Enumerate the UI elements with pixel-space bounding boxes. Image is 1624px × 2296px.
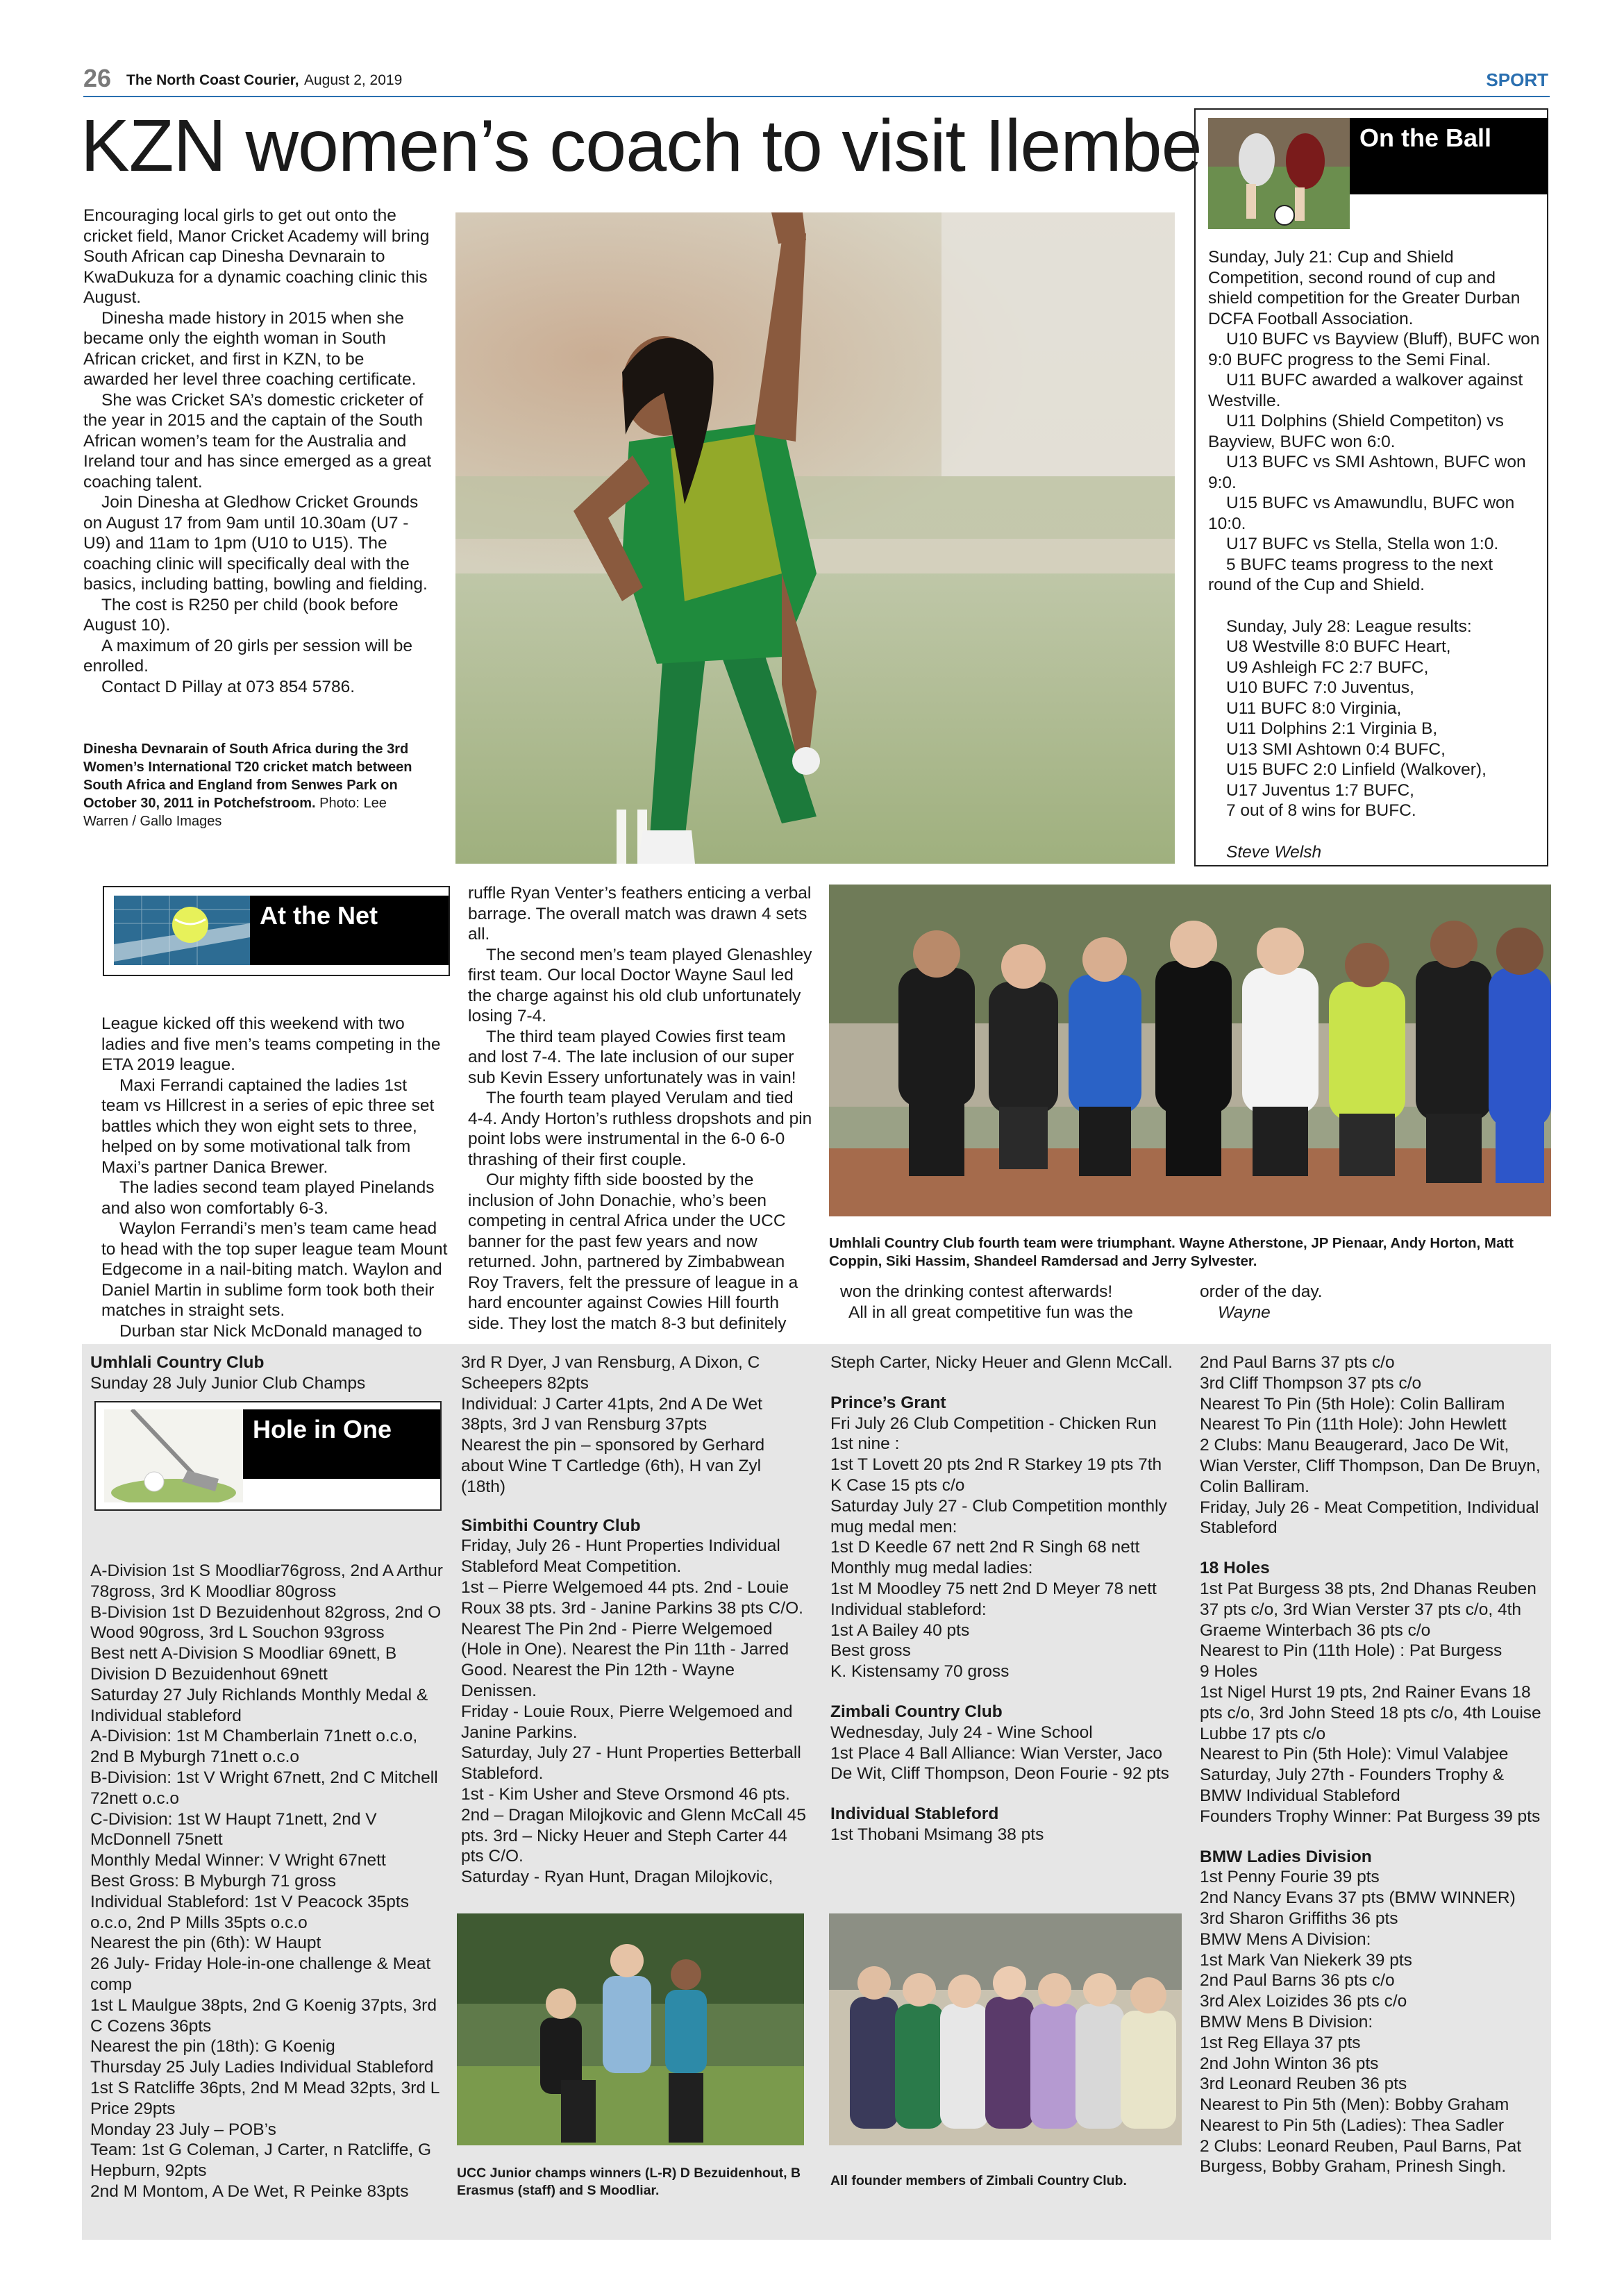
result-line: Individual: J Carter 41pts, 2nd A De Wet 38pts, 3rd J van Rensburg 37pts — [461, 1394, 762, 1434]
spacer — [830, 1373, 1178, 1393]
result-line: Saturday - Ryan Hunt, Dragan Milojkovic, — [461, 1868, 773, 1887]
section-label: SPORT — [1486, 69, 1548, 90]
result-line: 2nd Paul Barns 36 pts c/o — [1200, 1971, 1395, 1991]
photo-credit: Photo: Lee Warren / Gallo Images — [83, 796, 387, 829]
soccer-icon — [1208, 118, 1350, 229]
at-the-net-col4: order of the day. Wayne — [1200, 1282, 1533, 1323]
result-line: 1st Place 4 Ball Alliance: Wian Verster, Jaco De Wit, Cliff Thompson, Deon Fourie - 92 pts — [830, 1743, 1169, 1784]
result-line: 1st M Moodley 75 nett 2nd D Meyer 78 nett — [830, 1579, 1157, 1598]
result-line: Friday - Louie Roux, Pierre Welgemoed and Janine Parkins. — [461, 1702, 793, 1742]
at-the-net-title: At the Net — [260, 901, 378, 930]
golf-club-icon — [104, 1409, 243, 1502]
result-line: Steph Carter, Nicky Heuer and Glenn McCall. — [830, 1353, 1173, 1372]
hole-in-one-title: Hole in One — [253, 1415, 392, 1443]
result-line: 1st D Keedle 67 nett 2nd R Singh 68 nett — [830, 1538, 1140, 1557]
result-line: 3rd Alex Loizides 36 pts c/o — [1200, 1992, 1407, 2011]
result-line: 1st L Maulgue 38pts, 2nd G Koenig 37pts, 3rd C Cozens 36pts — [90, 1995, 437, 2036]
result-line: Nearest To Pin (11th Hole): John Hewlett — [1200, 1415, 1507, 1434]
ucc-junior-champs-caption: UCC Junior champs winners (L-R) D Bezuidenhout, B Erasmus (staff) and S Moodliar. — [457, 2165, 801, 2198]
result-line: 2 Clubs: Manu Beaugerard, Jaco De Wit, Wian Verster, Cliff Thompson, Dan De Bruyn, Colin Balliram. — [1200, 1436, 1541, 1496]
spacer — [1200, 1539, 1547, 1558]
at-the-net-author: Wayne — [1218, 1302, 1271, 1322]
result-line: 2 Clubs: Leonard Reuben, Paul Barns, Pat Burgess, Bobby Graham, Prinesh Singh. — [1200, 2136, 1522, 2177]
article-paragraph: Dinesha made history in 2015 when she became only the eighth woman in South African cricket, and first in KZN, to be awarded her level three coaching certificate. — [83, 308, 417, 389]
tennis-team-illustration — [829, 885, 1551, 1216]
result-line: Best Gross: B Myburgh 71 gross — [90, 1871, 337, 1891]
zimbali-founders-photo — [829, 1913, 1182, 2145]
ucc-junior-champs-photo — [457, 1913, 804, 2145]
result-line: Monday 23 July – POB’s — [90, 2120, 276, 2139]
result-line: BMW Mens B Division: — [1200, 2012, 1373, 2031]
at-the-net-col1: League kicked off this weekend with two ladies and five men’s teams competing in the ETA 2019 league. Maxi Ferrandi captained the ladies 1st team vs Hillcrest in a series of epic three set battles which they won eight sets to three, helped on by some motivational talk from Maxi’s partner Danica Brewer. The ladies second team played Pinelands and also won comfortably 6-3. Waylon Ferrandi’s men’s team came head to head with the top super league team Mount Edgecome in a nail-biting match. Waylon and Daniel Martin in sublime form took both their matches in straight sets. Durban star Nick McDonald managed to — [101, 1014, 448, 1341]
result-line: BMW Mens A Division: — [1200, 1929, 1371, 1949]
result-line: 2nd Nancy Evans 37 pts (BMW WINNER) — [1200, 1888, 1516, 1908]
club-heading: Prince’s Grant — [830, 1393, 946, 1412]
spacer — [830, 1784, 1178, 1804]
publication-date: August 2, 2019 — [304, 72, 403, 88]
folio-rule — [83, 96, 1550, 97]
result-line: Thursday 25 July Ladies Individual Stableford — [90, 2058, 434, 2077]
result-line: 3rd Cliff Thompson 37 pts c/o — [1200, 1373, 1422, 1393]
tennis-ball-thumbnail — [114, 896, 250, 965]
cricket-bowler-photo — [455, 212, 1175, 864]
result-line: C-Division: 1st W Haupt 71nett, 2nd V McDonnell 75nett — [90, 1809, 377, 1850]
result-line: Saturday 27 July Richlands Monthly Medal & Individual stableford — [90, 1685, 428, 1725]
club-heading: Simbithi Country Club — [461, 1516, 641, 1535]
result-line: 1st Nigel Hurst 19 pts, 2nd Rainer Evans 18 pts c/o, 3rd John Steed 18 pts c/o, 4th Louise Lubbe 17 pts c/o — [1200, 1682, 1541, 1743]
golf-col3 — [830, 1352, 1178, 1845]
tennis-photo-caption: Umhlali Country Club fourth team were triumphant. Wayne Atherstone, JP Pienaar, Andy Horton, Matt Coppin, Siki Hassim, Shandeel Ramdersad and Jerry Sylvester. — [829, 1235, 1514, 1269]
article-paragraph: A maximum of 20 girls per session will be enrolled. — [83, 636, 412, 676]
golf-club-thumbnail — [104, 1409, 243, 1502]
result-line: K. Kistensamy 70 gross — [830, 1662, 1010, 1682]
at-the-net-col2: ruffle Ryan Venter’s feathers enticing a verbal barrage. The overall match was drawn 4 sets all. The second men’s team played Glenashley first team. Our local Doctor Wayne Saul led the charge against his old club unfortunately losing 7-4. The third team played Cowies first team and lost 7-4. The late inclusion of our super sub Kevin Essery unfortunately was in vain! The fourth team played Verulam and tied 4-4. Andy Horton’s ruthless dropshots and pin point lobs were instrumental in the 6-0 6-0 thrashing of their first couple. Our mighty fifth side boosted by the inclusion of John Donachie, who’s been competing in central Africa under the UCC banner for the past few years and now returned. John, partnered by Zimbabwean Roy Travers, felt the pressure of league in a hard encounter against Cowies Hill fourth side. They lost the match 8-3 but definitely — [468, 884, 812, 1333]
result-line: 1st S Ratcliffe 36pts, 2nd M Mead 32pts, 3rd L Price 29pts — [90, 2078, 440, 2118]
junior-champs-illustration — [457, 1913, 804, 2145]
club-heading: Individual Stableford — [830, 1804, 999, 1824]
result-line: 1st - Kim Usher and Steve Orsmond 46 pts. 2nd – Dragan Milojkovic and Glenn McCall 45 pts. 3rd – Nicky Heuer and Steph Carter 44 pts C/O. — [461, 1784, 807, 1866]
golf-col4 — [1200, 1352, 1547, 2177]
result-line: 3rd R Dyer, J van Rensburg, A Dixon, C Scheepers 82pts — [461, 1353, 760, 1393]
article-paragraph: Join Dinesha at Gledhow Cricket Grounds on August 17 from 9am until 10.30am (U7 - U9) and 11am to 1pm (U10 to U15). The coaching clinic will specifically deal with the basics, including batting, bowling and fielding. — [83, 493, 428, 594]
tennis-ball-icon — [114, 896, 250, 965]
zimbali-founders-caption: All founder members of Zimbali Country Club. — [830, 2173, 1127, 2188]
publication-name: The North Coast Courier, — [126, 72, 299, 88]
club-heading: Zimbali Country Club — [830, 1702, 1003, 1721]
result-line: A-Division 1st S Moodliar76gross, 2nd A Arthur 78gross, 3rd K Moodliar 80gross — [90, 1561, 443, 1601]
article-body — [83, 206, 432, 697]
result-line: 26 July- Friday Hole-in-one challenge & Meat comp — [90, 1954, 431, 1994]
result-line: Nearest to Pin 5th (Men): Bobby Graham — [1200, 2095, 1509, 2115]
result-line: 3rd Leonard Reuben 36 pts — [1200, 2075, 1407, 2094]
result-line: 1st Mark Van Niekerk 39 pts — [1200, 1950, 1412, 1970]
article-paragraph: Contact D Pillay at 073 854 5786. — [101, 677, 355, 696]
result-line: 1st Reg Ellaya 37 pts — [1200, 2033, 1361, 2052]
golf-col2 — [461, 1352, 808, 1888]
result-line: 3rd Sharon Griffiths 36 pts — [1200, 1909, 1398, 1928]
result-line: Best gross — [830, 1641, 911, 1661]
golf-col1 — [90, 1561, 443, 2202]
zimbali-founders-illustration — [829, 1913, 1182, 2145]
result-line: Nearest to Pin 5th (Ladies): Thea Sadler — [1200, 2115, 1505, 2135]
result-line: 1st – Pierre Welgemoed 44 pts. 2nd - Louie Roux 38 pts. 3rd - Janine Parkins 38 pts C/O. Nearest The Pin 2nd - Pierre Welgemoed (Hole in One). Nearest the Pin 11th - Jarred Good. Nearest the Pin 12th - Wayne Denissen. — [461, 1577, 803, 1700]
on-the-ball-title-bar — [1350, 118, 1548, 194]
result-line: B-Division: 1st V Wright 67nett, 2nd C Mitchell 72nett o.c.o — [90, 1768, 438, 1808]
club-heading: BMW Ladies Division — [1200, 1847, 1372, 1866]
soccer-players-thumbnail — [1208, 118, 1350, 229]
result-line: Fri July 26 Club Competition - Chicken Run — [830, 1414, 1157, 1433]
result-line: Monthly mug medal ladies: — [830, 1559, 1033, 1578]
result-line: Friday, July 26 - Hunt Properties Individual Stableford Meat Competition. — [461, 1536, 780, 1577]
result-line: A-Division: 1st M Chamberlain 71nett o.c.o, 2nd B Myburgh 71nett o.c.o — [90, 1727, 418, 1767]
result-line: 1st Thobani Msimang 38 pts — [830, 1825, 1044, 1844]
result-line: Nearest the pin (6th): W Haupt — [90, 1934, 321, 1953]
tennis-team-photo — [829, 885, 1551, 1216]
result-line: 1st Penny Fourie 39 pts — [1200, 1868, 1380, 1887]
result-line: Monthly Medal Winner: V Wright 67nett — [90, 1851, 386, 1870]
on-the-ball-title: On the Ball — [1359, 124, 1492, 152]
result-line: Nearest the pin (18th): G Koenig — [90, 2037, 335, 2056]
spacer — [830, 1682, 1178, 1702]
result-line: Best nett A-Division S Moodliar 69nett, B Division D Bezuidenhout 69nett — [90, 1644, 397, 1684]
result-line: B-Division 1st D Bezuidenhout 82gross, 2nd O Wood 90gross, 3rd L Souchon 93gross — [90, 1602, 442, 1643]
result-line: 2nd John Winton 36 pts — [1200, 2054, 1379, 2073]
article-photo-caption: Dinesha Devnarain of South Africa during the 3rd Women’s International T20 cricket match between South Africa and England from Senwes Park on October 30, 2011 in Potchefstroom. Photo: Lee Warren / Gallo Images — [83, 741, 412, 829]
result-line: 1st T Lovett 20 pts 2nd R Starkey 19 pts 7th K Case 15 pts c/o — [830, 1455, 1162, 1495]
result-line: Team: 1st G Coleman, J Carter, n Ratcliffe, G Hepburn, 92pts — [90, 2140, 432, 2181]
result-line: Nearest to Pin (5th Hole): Vimul Valabjee — [1200, 1745, 1509, 1764]
result-line: Individual stableford: — [830, 1600, 987, 1619]
result-line: Saturday, July 27 - Hunt Properties Betterball Stableford. — [461, 1743, 801, 1784]
on-the-ball-body: Sunday, July 21: Cup and Shield Competition, second round of cup and shield competition for the Greater Durban DCFA Football Association. U10 BUFC vs Bayview (Bluff), BUFC won 9:0 BUFC progress to the Semi Final. U11 BUFC awarded a walkover against Westville. U11 Dolphins (Shield Competiton) vs Bayview, BUFC won 6:0. U13 BUFC vs SMI Ashtown, BUFC won 9:0. U15 BUFC vs Amawundlu, BUFC won 10:0. U17 BUFC vs Stella, Stella won 1:0. 5 BUFC teams progress to the next round of the Cup and Shield. Sunday, July 28: League results: U8 Westville 8:0 BUFC Heart, U9 Ashleigh FC 2:7 BUFC, U10 BUFC 7:0 Juventus, U11 BUFC 8:0 Virginia, U11 Dolphins 2:1 Virginia B, U13 SMI Ashtown 0:4 BUFC, U15 BUFC 2:0 Linfield (Walkover), U17 Juventus 1:7 BUFC, 7 out of 8 wins for BUFC. Steve Welsh — [1208, 248, 1540, 862]
result-line: 1st A Bailey 40 pts — [830, 1620, 970, 1640]
result-line: Friday, July 26 - Meat Competition, Individual Stableford — [1200, 1498, 1539, 1538]
article-paragraph: Encouraging local girls to get out onto the cricket field, Manor Cricket Academy will bring South African cap Dinesha Devnarain to KwaDukuza for a dynamic coaching clinic this August. — [83, 206, 430, 307]
result-line: Nearest to Pin (11th Hole) : Pat Burgess — [1200, 1641, 1502, 1661]
cricket-photo-illustration — [455, 212, 1175, 864]
at-the-net-title-bar — [250, 896, 449, 965]
result-line: Nearest To Pin (5th Hole): Colin Balliram — [1200, 1394, 1505, 1414]
article-paragraph: She was Cricket SA’s domestic cricketer of the year in 2015 and the captain of the South African women’s team for the Australia and Ireland tour and has since emerged as a great coaching talent. — [83, 390, 432, 492]
headline: KZN women’s coach to visit Ilembe — [81, 105, 1202, 187]
club-heading: 18 Holes — [1200, 1559, 1270, 1578]
result-line: Saturday July 27 - Club Competition monthly mug medal men: — [830, 1496, 1167, 1536]
result-line: 2nd Paul Barns 37 pts c/o — [1200, 1353, 1395, 1372]
page-number: 26 — [83, 64, 112, 92]
result-line: 9 Holes — [1200, 1662, 1258, 1682]
result-line: 2nd M Montom, A De Wet, R Peinke 83pts — [90, 2181, 409, 2201]
folio — [83, 64, 1548, 94]
result-line: Individual Stableford: 1st V Peacock 35pts o.c.o, 2nd P Mills 35pts o.c.o — [90, 1892, 409, 1932]
spacer — [1200, 1827, 1547, 1847]
result-line: Nearest the pin – sponsored by Gerhard about Wine T Cartledge (6th), H van Zyl (18th) — [461, 1436, 765, 1496]
result-line: 1st Pat Burgess 38 pts, 2nd Dhanas Reuben 37 pts c/o, 3rd Wian Verster 37 pts c/o, 4th Graeme Winterbach 36 pts c/o — [1200, 1579, 1537, 1640]
hole-in-one-title-bar — [243, 1409, 440, 1479]
golf-col1-top: Umhlali Country Club Sunday 28 July Junior Club Champs — [90, 1353, 366, 1393]
at-the-net-col3: won the drinking contest afterwards! All in all great competitive fun was the — [840, 1282, 1133, 1322]
on-the-ball-author: Steve Welsh — [1226, 842, 1322, 862]
result-line: 1st nine : — [830, 1434, 900, 1454]
article-paragraph: The cost is R250 per child (book before August 10). — [83, 595, 399, 635]
result-line: Saturday, July 27th - Founders Trophy & BMW Individual Stableford — [1200, 1766, 1505, 1805]
result-line: Wednesday, July 24 - Wine School — [830, 1723, 1093, 1742]
result-line: Founders Trophy Winner: Pat Burgess 39 pts — [1200, 1807, 1541, 1826]
